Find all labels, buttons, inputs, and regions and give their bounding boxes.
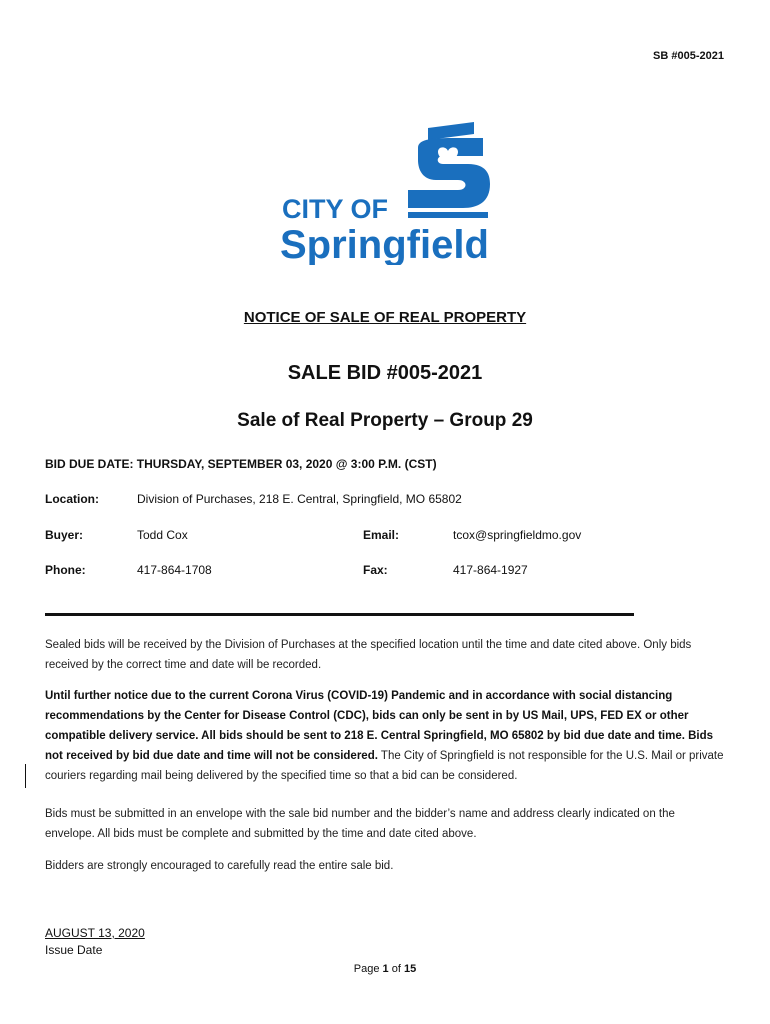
logo-text-top: CITY OF xyxy=(282,194,389,224)
phone-label: Phone: xyxy=(45,563,86,577)
sale-title: Sale of Real Property – Group 29 xyxy=(237,410,533,431)
city-logo xyxy=(278,120,493,265)
location-label: Location: xyxy=(45,492,99,506)
fax-value: 417-864-1927 xyxy=(453,563,528,577)
paragraph-sealed-bids: Sealed bids will be received by the Division of Purchases at the specified location until the time and date cited above. Only bids received by the correct time and date will be recorded. xyxy=(45,639,692,671)
paragraph-covid-notice xyxy=(45,686,727,786)
page-prefix: Page xyxy=(353,963,380,975)
email-value[interactable]: tcox@springfieldmo.gov xyxy=(453,528,582,542)
fax-label: Fax: xyxy=(363,563,388,577)
page-number xyxy=(0,963,770,975)
location-value: Division of Purchases, 218 E. Central, Springfield, MO 65802 xyxy=(137,492,462,506)
buyer-value: Todd Cox xyxy=(137,528,188,542)
text-cursor xyxy=(25,764,26,788)
document-id: SB #005-2021 xyxy=(653,50,724,62)
logo-text-bottom: Springfield xyxy=(280,223,489,265)
divider-rule xyxy=(45,613,634,616)
city-logo-graphic xyxy=(278,120,493,265)
covid-notice-regular: The City of Springfield is not responsible for the U.S. Mail or private couriers regarding mail being delivered by the specified time so that a bid can be considered. xyxy=(45,750,724,782)
phone-value: 417-864-1708 xyxy=(137,563,212,577)
page-current: 1 xyxy=(382,963,389,975)
issue-date-label: Issue Date xyxy=(45,943,103,957)
covid-notice-bold: Until further notice due to the current Corona Virus (COVID-19) Pandemic and in accordance with social distancing recommendations by the Center for Disease Control (CDC), bids can only be sent in by US Mail, UPS, FED EX or other compatible delivery service. All bids should be sent to 218 E. Central Springfield, MO 65802 by bid due date and time. Bids not received by bid due date and time will not be considered. xyxy=(45,690,714,762)
sale-bid-number: SALE BID #005-2021 xyxy=(287,362,483,384)
buyer-label: Buyer: xyxy=(45,528,84,542)
page-total: 15 xyxy=(403,963,417,975)
notice-heading: NOTICE OF SALE OF REAL PROPERTY xyxy=(243,309,527,326)
paragraph-envelope: Bids must be submitted in an envelope with the sale bid number and the bidder’s name and address clearly indicated on the envelope. All bids must be complete and submitted by the time and date cited above. xyxy=(45,808,675,840)
paragraph-read-bid: Bidders are strongly encouraged to carefully read the entire sale bid. xyxy=(45,860,394,872)
issue-date: AUGUST 13, 2020 xyxy=(45,926,145,940)
email-label: Email: xyxy=(363,528,400,542)
bid-due-date: BID DUE DATE: THURSDAY, SEPTEMBER 03, 2020 @ 3:00 P.M. (CST) xyxy=(45,457,437,471)
page-of: of xyxy=(391,963,401,975)
